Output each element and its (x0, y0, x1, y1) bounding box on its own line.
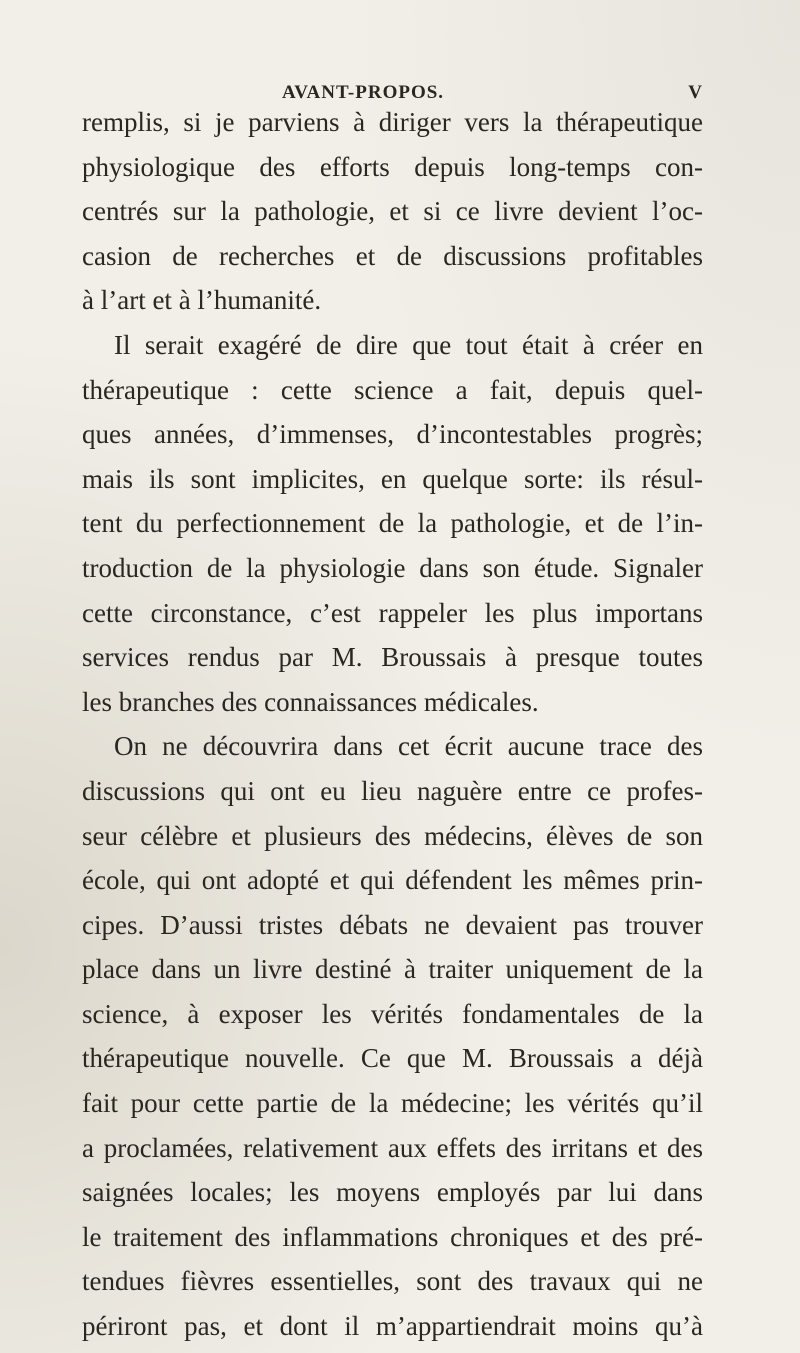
text-line: On ne découvrira dans cet écrit aucune trace des (114, 731, 703, 762)
text-line: discussions qui ont eu lieu naguère entre ce profes- (82, 775, 703, 806)
text-line: cette circonstance, c’est rappeler les plus importans (82, 597, 703, 628)
text-line: a proclamées, relativement aux effets des irritans et des (82, 1132, 703, 1163)
text-line: les branches des connaissances médicales. (82, 686, 539, 717)
text-line: tent du perfectionnement de la pathologie, et de l’in- (82, 508, 703, 539)
text-line: tendues fièvres essentielles, sont des travaux qui ne (82, 1266, 703, 1297)
text-line: le traitement des inflammations chroniques et des pré- (82, 1221, 703, 1252)
text-line: place dans un livre destiné à traiter uniquement de la (82, 954, 703, 985)
text-line: fait pour cette partie de la médecine; les vérités qu’il (82, 1088, 703, 1119)
text-line: Il serait exagéré de dire que tout était à créer en (114, 329, 703, 360)
text-line: centrés sur la pathologie, et si ce livre devient l’oc- (82, 196, 703, 227)
text-line: remplis, si je parviens à diriger vers la thérapeutique (82, 107, 703, 137)
body-text (82, 100, 703, 1349)
text-line: thérapeutique : cette science a fait, depuis quel- (82, 374, 703, 405)
text-line: périront pas, et dont il m’appartiendrait moins qu’à (82, 1311, 703, 1342)
text-line: troduction de la physiologie dans son étude. Signaler (82, 552, 703, 583)
text-line: école, qui ont adopté et qui défendent les mêmes prin- (82, 865, 703, 896)
running-title: AVANT-PROPOS. (282, 82, 445, 103)
text-line: mais ils sont implicites, en quelque sorte: ils résul- (82, 463, 703, 494)
text-line: cipes. D’aussi tristes débats ne devaient pas trouver (82, 909, 703, 940)
page-number: V (688, 82, 702, 103)
text-line: ques années, d’immenses, d’incontestables progrès; (82, 419, 703, 450)
text-line: seur célèbre et plusieurs des médecins, élèves de son (82, 820, 703, 851)
text-line: services rendus par M. Broussais à presque toutes (82, 642, 703, 673)
text-line: casion de recherches et de discussions profitables (82, 240, 703, 271)
text-line: thérapeutique nouvelle. Ce que M. Broussais a déjà (82, 1043, 703, 1074)
text-line: saignées locales; les moyens employés par lui dans (82, 1177, 703, 1208)
text-line: à l’art et à l’humanité. (82, 285, 322, 316)
text-line: science, à exposer les vérités fondamentales de la (82, 998, 703, 1029)
text-line: physiologique des efforts depuis long-temps con- (82, 151, 703, 182)
